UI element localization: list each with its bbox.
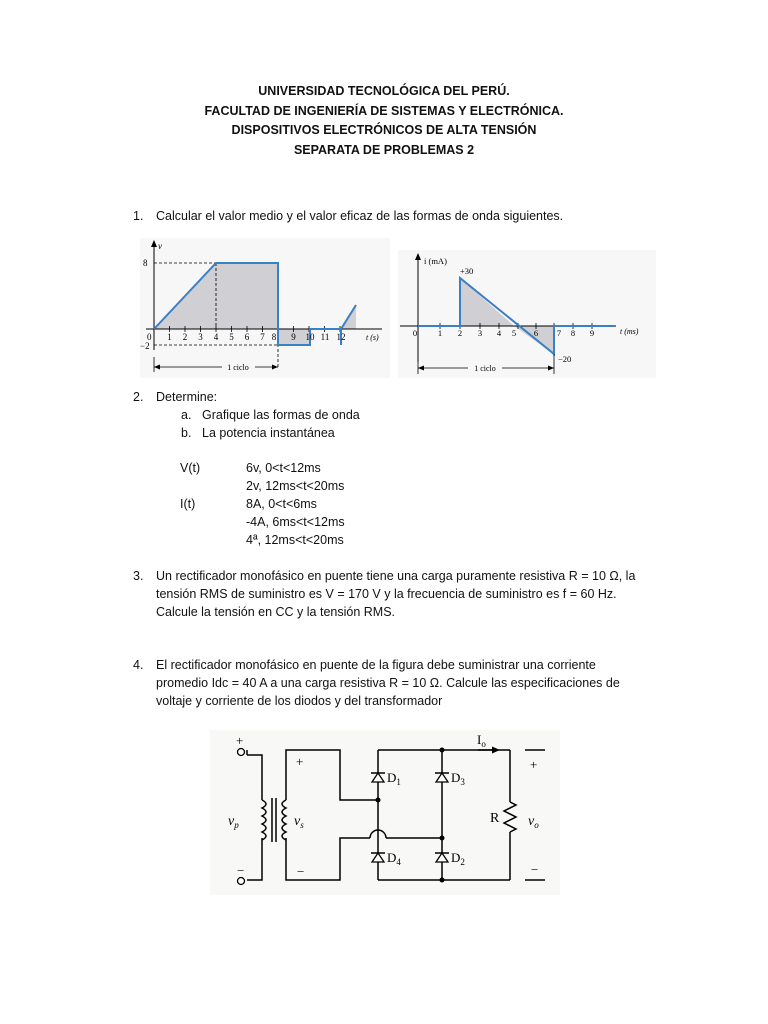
fig-a-x-tick: 4 bbox=[213, 332, 219, 342]
fig-a-x-tick: 5 bbox=[229, 332, 234, 342]
fig-b-peak-label: +30 bbox=[460, 266, 474, 276]
fig-a-y-tick-8: 8 bbox=[143, 258, 148, 268]
current-value: -4A, 6ms<t<12ms bbox=[246, 515, 345, 529]
problem-2-item-a-marker: a. bbox=[181, 408, 192, 422]
fig-b-cycle-label: 1 ciclo bbox=[474, 364, 496, 373]
current-value: 8A, 0<t<6ms bbox=[246, 497, 317, 511]
document-header bbox=[0, 82, 768, 160]
fig-b-x-tick: 4 bbox=[496, 328, 502, 338]
fig-b-x-tick: 9 bbox=[589, 328, 595, 338]
waveform-figure-b bbox=[398, 250, 656, 378]
io-subscript: o bbox=[481, 739, 486, 749]
fig-a-y-label: v bbox=[158, 241, 162, 251]
io-label: I bbox=[477, 732, 482, 747]
voltage-value: 2v, 12ms<t<20ms bbox=[246, 479, 345, 493]
problem-3-line: Calcule la tensión en CC y la tensión RMS. bbox=[156, 605, 396, 619]
fig-a-x-tick: 1 bbox=[167, 332, 172, 342]
d3-subscript: 3 bbox=[460, 777, 465, 787]
fig-a-x-tick: 12 bbox=[336, 332, 346, 342]
problem-4-line: voltaje y corriente de los diodos y del transformador bbox=[156, 694, 443, 708]
fig-b-x-tick: 7 bbox=[556, 328, 562, 338]
r-label: R bbox=[490, 811, 500, 826]
d2-subscript: 2 bbox=[460, 857, 465, 867]
fig-b-x-tick: 6 bbox=[533, 328, 539, 338]
fig-b-min-label: −20 bbox=[558, 354, 572, 364]
course-name: DISPOSITIVOS ELECTRÓNICOS DE ALTA TENSIÓN bbox=[231, 123, 537, 137]
vs-plus: + bbox=[296, 754, 304, 769]
fig-b-x-tick: 0 bbox=[412, 328, 418, 338]
bridge-rectifier-circuit bbox=[210, 730, 560, 895]
problem-2-item-a-text: Grafique las formas de onda bbox=[202, 408, 360, 422]
vp-plus: + bbox=[236, 733, 244, 748]
fig-a-x-tick: 2 bbox=[182, 332, 188, 342]
vp-label: v bbox=[228, 814, 235, 829]
fig-a-x-tick: 3 bbox=[198, 332, 203, 342]
problem-4-line: promedio Idc = 40 A a una carga resistiva R = 10 Ω. Calcule las especificaciones de bbox=[156, 676, 620, 690]
voltage-label: V(t) bbox=[180, 461, 201, 475]
fig-a-y-tick-neg2: −2 bbox=[140, 341, 150, 351]
faculty-name: FACULTAD DE INGENIERÍA DE SISTEMAS Y ELECTRÓNICA. bbox=[204, 103, 564, 118]
fig-b-x-tick: 8 bbox=[570, 328, 576, 338]
problem-3-line: tensión RMS de suministro es V = 170 V y la frecuencia de suministro es f = 60 Hz. bbox=[156, 587, 617, 601]
vp-subscript: p bbox=[234, 820, 239, 830]
problem-2-item-b-text: La potencia instantánea bbox=[202, 426, 335, 440]
fig-a-x-tick: 7 bbox=[260, 332, 265, 342]
vs-minus: − bbox=[297, 864, 305, 879]
fig-a-x-tick: 10 bbox=[305, 332, 315, 342]
document-title: SEPARATA DE PROBLEMAS 2 bbox=[293, 142, 475, 157]
fig-b-y-label: i (mA) bbox=[424, 256, 447, 266]
fig-a-x-tick: 9 bbox=[291, 332, 296, 342]
d4-subscript: 4 bbox=[396, 857, 401, 867]
d2-label: D bbox=[451, 850, 461, 865]
fig-b-x-tick: 5 bbox=[511, 328, 517, 338]
problem-1-number: 1. bbox=[133, 209, 144, 223]
fig-a-y-tick-0: 0 bbox=[147, 332, 152, 342]
problem-3-number: 3. bbox=[133, 569, 144, 583]
problem-4-number: 4. bbox=[133, 658, 144, 672]
current-value: 4ª, 12ms<t<20ms bbox=[246, 533, 344, 547]
fig-b-x-tick: 2 bbox=[457, 328, 463, 338]
current-label: I(t) bbox=[180, 497, 196, 511]
vo-minus: − bbox=[531, 862, 539, 877]
problem-4-line: El rectificador monofásico en puente de la figura debe suministrar una corriente bbox=[156, 658, 596, 672]
vo-subscript: o bbox=[534, 820, 539, 830]
voltage-value: 6v, 0<t<12ms bbox=[246, 461, 321, 475]
d4-label: D bbox=[387, 850, 397, 865]
problem-3-line: Un rectificador monofásico en puente tiene una carga puramente resistiva R = 10 Ω, la bbox=[156, 569, 636, 583]
vo-plus: + bbox=[530, 757, 538, 772]
fig-b-x-tick: 1 bbox=[437, 328, 443, 338]
fig-a-x-tick: 6 bbox=[244, 332, 250, 342]
fig-b-x-tick: 3 bbox=[477, 328, 483, 338]
vp-minus: − bbox=[237, 863, 245, 878]
fig-b-x-label: t (ms) bbox=[620, 327, 639, 336]
problem-2-text: Determine: bbox=[156, 390, 218, 404]
problem-2-number: 2. bbox=[133, 390, 144, 404]
vo-label: v bbox=[528, 814, 535, 829]
problem-2-item-b-marker: b. bbox=[181, 426, 192, 440]
d1-subscript: 1 bbox=[396, 777, 401, 787]
problem-1-text: Calcular el valor medio y el valor eficaz de las formas de onda siguientes. bbox=[156, 209, 564, 223]
d3-label: D bbox=[451, 770, 461, 785]
university-name: UNIVERSIDAD TECNOLÓGICA DEL PERÚ. bbox=[258, 84, 510, 98]
fig-a-x-label: t (s) bbox=[366, 333, 379, 342]
fig-a-x-tick: 11 bbox=[320, 332, 330, 342]
d1-label: D bbox=[387, 770, 397, 785]
vs-label: v bbox=[294, 814, 301, 829]
fig-a-cycle-label: 1 ciclo bbox=[227, 363, 249, 372]
waveform-figure-a bbox=[140, 238, 390, 378]
fig-a-x-tick: 8 bbox=[271, 332, 277, 342]
vs-subscript: s bbox=[300, 820, 304, 830]
